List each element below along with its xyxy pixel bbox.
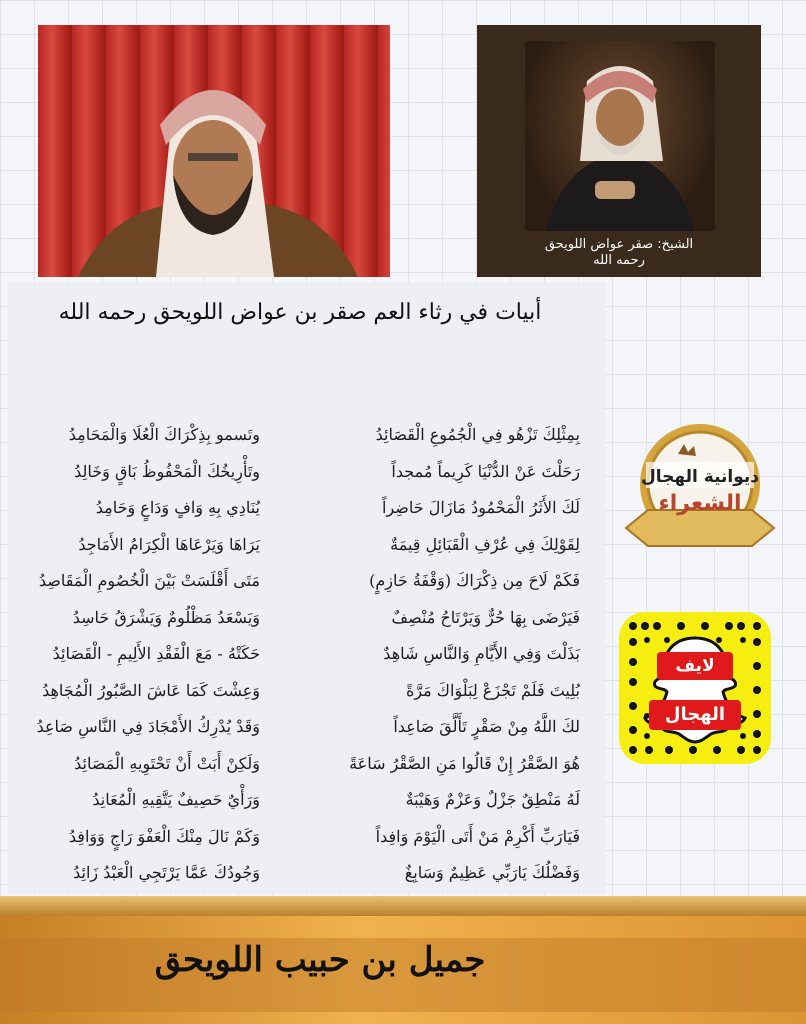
poem-verse: هُوَ الصَّقْرُ إِنْ قَالُوا مَنِ الصَّقْرُ سَاعَةً	[349, 753, 580, 773]
diwaniya-badge-logo	[618, 418, 782, 558]
snap-label-bottom: الهجال	[649, 700, 741, 730]
poem-verse: وَيَسْعَدُ مَظْلُومٌ وَيَشْرَقُ حَاسِدُ	[72, 607, 260, 627]
poem-verse: يُنَادِي بِهِ وَافٍ وَدَاعٍ وَحَامِدُ	[95, 498, 260, 517]
poem-verse: وتَأْرِيخُكَ الْمَحْفُوظُ بَاقٍ وَخَالِدُ	[74, 461, 260, 481]
snap-label-top: لايف	[657, 652, 733, 680]
poem-title: أبيات في رثاء العم صقر بن عواض اللويحق رحمه الله	[58, 300, 542, 325]
author-name: جميل بن حبيب اللويحق	[154, 940, 486, 980]
poem-right-column	[330, 417, 580, 892]
poem-verse: بِمِثْلِكَ تَزْهُو فِي الْجُمُوعِ الْقَصَائِدُ	[375, 425, 580, 444]
badge-subtitle: الشعراء	[658, 491, 742, 516]
poem-verse: يَرَاهَا وَيَرْعَاهَا الْكِرَامُ الأَمَاجِدُ	[78, 534, 260, 554]
footer-top-band	[0, 896, 806, 916]
poem-verse: بُلِيتَ فَلَمْ تَجْزَعْ لِبَلْوَاكَ مَرَّةً	[405, 680, 580, 700]
poem-verse: فَيَرْضَى بِهَا حُرٌّ وَيَرْتَاحُ مُنْصِفٌ	[391, 607, 580, 627]
poem-verse: فَيَارَبِّ أَكْرِمْ مَنْ أَتَى الْيَوْمَ وَافِداً	[375, 826, 580, 846]
poem-verse: وَفَضْلُكَ يَارَبِّي عَظِيمٌ وَسَابِغٌ	[404, 863, 580, 882]
poem-verse: وَقَدْ يُدْرِكُ الأَمْجَادَ فِي النَّاسِ صَاعِدُ	[36, 717, 260, 736]
sheikh-portrait-illustration	[525, 41, 715, 231]
poem-verse: بَذَلْتَ وَفِي الأَيَّامِ وَالنَّاسِ شَاهِدٌ	[383, 644, 580, 663]
poem-verse: وَعِشْتَ كَمَا عَاشَ الصَّبُورُ الْمُجَاهِدُ	[42, 680, 260, 700]
badge-title: ديوانية الهجال	[641, 467, 759, 487]
poet-photo	[38, 25, 390, 277]
poem-verse: لَهُ مَنْطِقٌ جَزْلٌ وَعَزْمٌ وَهَيْبَةٌ	[405, 790, 580, 809]
poem-verse: وَلَكِنْ أَبَتْ أَنْ تَحْتَوِيهِ الْمَصَائِدُ	[74, 753, 260, 773]
poem-verse: لَكَ الأَثَرُ الْمَحْمُودُ مَازَالَ حَاضِراً	[382, 498, 580, 517]
snapcode-pattern-icon	[619, 612, 771, 764]
poem-verse: وَجُودُكَ عَمَّا يَرْتَجِي الْعَبْدُ زَائِدُ	[73, 863, 260, 882]
poem-verse: وتَسمو بِذِكْرَاكَ الْعُلَا وَالْمَحَامِدُ	[68, 425, 260, 444]
poem-verse: وَكَمْ نَالَ مِنْكَ الْعَفْوَ رَاجٍ وَوَافِدُ	[68, 826, 260, 846]
poem-verse: رَحَلْتَ عَنْ الدُّنْيَا كَرِيماً مُمجداً	[391, 461, 580, 481]
sheikh-photo-caption	[477, 237, 761, 269]
poem-verse: فَكَمْ لَاحَ مِن ذِكْرَاكَ (وَقْفَةُ حَازِمٍ)	[369, 571, 580, 590]
poem-verse: مَتَى أَقْلَسَتْ بَيْنَ الْخُصُومِ الْمَقَاصِدُ	[38, 571, 260, 590]
caption-line-name: الشيخ: صقر عواض اللويحق	[544, 237, 694, 252]
poem-verse: وَرَأْيٌ حَصِيفٌ يَتَّقِيهِ الْمُعَانِدُ	[92, 790, 260, 809]
poem-verse: لكَ اللَّهُ مِنْ صَقْرٍ تَأَلَّقَ صَاعِداً	[393, 717, 580, 736]
poet-portrait-illustration	[38, 25, 390, 277]
sheikh-photo	[477, 25, 761, 277]
poem-verse: حَكَتْهُ - مَعَ الْفَقْدِ الأَلِيمِ - الْقَصَائِدُ	[52, 644, 260, 663]
snapcode[interactable]	[619, 612, 771, 764]
caption-line-prayer: رحمه الله	[593, 253, 645, 268]
sheikh-photo-frame	[525, 41, 715, 231]
poem-left-column	[8, 417, 260, 892]
poem-verse: لِقَوْلِكَ فِي عُرْفِ الْقَبَائِلِ قِيمَةٌ	[390, 534, 580, 554]
